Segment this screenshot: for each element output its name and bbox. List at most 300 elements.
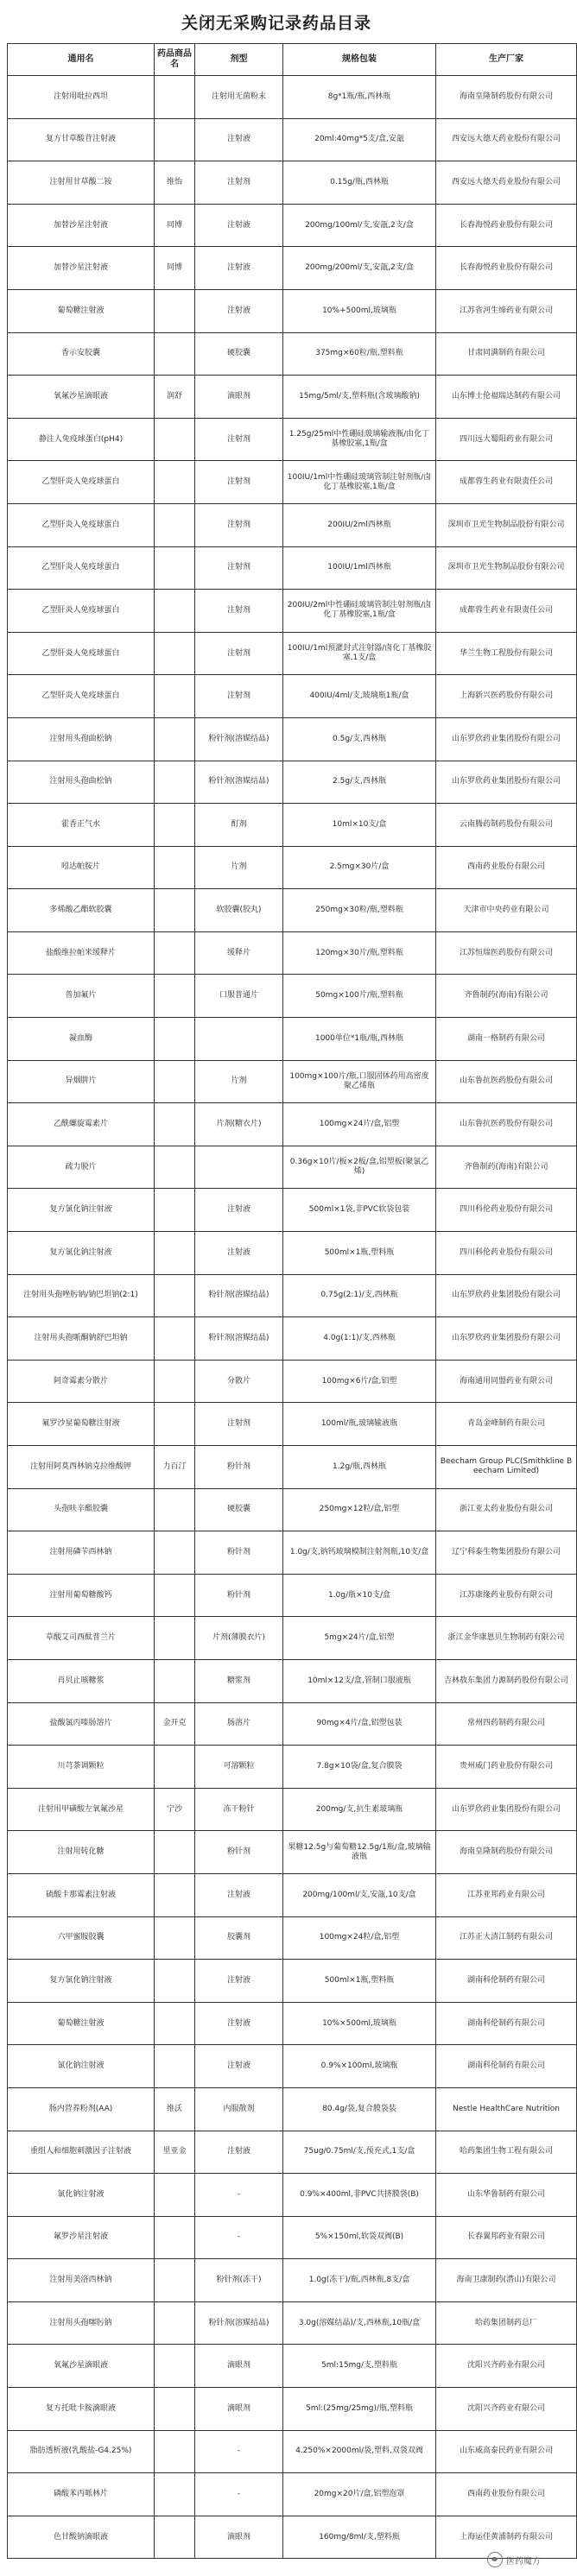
specification-cell: 120mg×30片/瓶,塑料瓶: [283, 931, 436, 975]
generic-name-cell: 乙型肝炎人免疫球蛋白: [8, 461, 155, 504]
table-row: [8, 503, 577, 546]
manufacturer-cell: 天津市中央药业有限公司: [436, 889, 577, 932]
table-row: [8, 1103, 577, 1146]
trade-name-cell: [155, 2002, 195, 2045]
generic-name-cell: 乙型肝炎人免疫球蛋白: [8, 590, 155, 633]
table-row: [8, 675, 577, 718]
specification-cell: 5mg×24片/盒,铝塑: [283, 1617, 436, 1660]
table-row: [8, 76, 577, 119]
manufacturer-cell: 成都蓉生药业有限责任公司: [436, 590, 577, 633]
dosage-form-cell: 软胶囊(胶丸): [195, 889, 283, 932]
trade-name-cell: [155, 804, 195, 847]
manufacturer-cell: 海南皇隆制药股份有限公司: [436, 1831, 577, 1874]
table-row: [8, 2131, 577, 2174]
manufacturer-cell: 山东罗欣药业集团股份有限公司: [436, 1274, 577, 1317]
header-specification: 规格包装: [283, 44, 436, 76]
generic-name-cell: 吲达帕胺片: [8, 846, 155, 889]
manufacturer-cell: 贵州威门药业股份有限公司: [436, 1746, 577, 1789]
manufacturer-cell: 山东罗欣药业集团股份有限公司: [436, 717, 577, 761]
specification-cell: 3.0g(溶媒结晶)/支,西林瓶,10瓶/盒: [283, 2301, 436, 2345]
generic-name-cell: 凝血酶: [8, 1018, 155, 1061]
specification-cell: 15mg/5ml/支,塑料瓶(含玻璃酸钠): [283, 376, 436, 419]
dosage-form-cell: 硬胶囊: [195, 1488, 283, 1531]
generic-name-cell: 氟罗沙星葡萄糖注射液: [8, 1403, 155, 1446]
generic-name-cell: 重组人和细胞刺激因子注射液: [8, 2131, 155, 2174]
trade-name-cell: [155, 1018, 195, 1061]
dosage-form-cell: 片剂(糖衣片): [195, 1103, 283, 1146]
generic-name-cell: 注射用头孢哌酮钠舒巴坦钠: [8, 1317, 155, 1361]
generic-name-cell: 注射用头孢曲松钠: [8, 717, 155, 761]
table-row: [8, 1360, 577, 1403]
dosage-form-cell: 注射液: [195, 204, 283, 247]
generic-name-cell: 乙型肝炎人免疫球蛋白: [8, 632, 155, 675]
dosage-form-cell: -: [195, 2174, 283, 2217]
manufacturer-cell: 山东华鲁制药有限公司: [436, 2174, 577, 2217]
manufacturer-cell: 上海运佳黄浦制药有限公司: [436, 2516, 577, 2559]
table-row: [8, 1960, 577, 2003]
dosage-form-cell: 注射液: [195, 2045, 283, 2088]
table-row: [8, 590, 577, 633]
specification-cell: 1.0g/支,钠钙玻璃模制注射剂瓶,10支/盒: [283, 1531, 436, 1575]
manufacturer-cell: 湖南科伦制药有限公司: [436, 2045, 577, 2088]
specification-cell: 200mg/支,抗生素玻璃瓶: [283, 1788, 436, 1831]
specification-cell: 1.25g/25ml中性硼硅玻璃输液瓶/由化丁基橡胶塞,1瓶/盒: [283, 418, 436, 461]
manufacturer-cell: 甘肃同满制药有限公司: [436, 332, 577, 376]
specification-cell: 5%×150ml,软袋双阀(B): [283, 2216, 436, 2259]
manufacturer-cell: 西安远大德天药业股份有限公司: [436, 161, 577, 205]
specification-cell: 0.9%×100ml,玻璃瓶: [283, 2045, 436, 2088]
table-row: [8, 889, 577, 932]
table-row: [8, 161, 577, 205]
trade-name-cell: [155, 1317, 195, 1361]
specification-cell: 250mg×12粒/盒,铝塑: [283, 1488, 436, 1531]
specification-cell: 200IU/2ml西林瓶: [283, 503, 436, 546]
specification-cell: 1.0g/瓶×10支/盒: [283, 1574, 436, 1617]
manufacturer-cell: 哈药集团生物工程有限公司: [436, 2131, 577, 2174]
manufacturer-cell: 常州四药制药有限公司: [436, 1702, 577, 1746]
generic-name-cell: 头孢呋辛酯胶囊: [8, 1488, 155, 1531]
trade-name-cell: [155, 1574, 195, 1617]
dosage-form-cell: 注射剂: [195, 418, 283, 461]
dosage-form-cell: 片剂(薄膜衣片): [195, 1617, 283, 1660]
manufacturer-cell: 江苏恒瑞医药股份有限公司: [436, 931, 577, 975]
dosage-form-cell: 胶囊剂: [195, 1916, 283, 1960]
specification-cell: 200mg/100ml/支,安瓿,2支/盒: [283, 204, 436, 247]
trade-name-cell: 维怡: [155, 161, 195, 205]
generic-name-cell: 氟罗沙星注射液: [8, 2216, 155, 2259]
dosage-form-cell: 缓释片: [195, 931, 283, 975]
specification-cell: 1000单位*1瓶/瓶,西林瓶: [283, 1018, 436, 1061]
trade-name-cell: 同博: [155, 204, 195, 247]
dosage-form-cell: 粉针剂: [195, 1531, 283, 1575]
dosage-form-cell: 注射剂: [195, 590, 283, 633]
generic-name-cell: 色甘酸钠滴眼液: [8, 2516, 155, 2559]
table-row: [8, 846, 577, 889]
table-row: [8, 289, 577, 332]
trade-name-cell: [155, 1232, 195, 1275]
specification-cell: 10ml×10支/盒: [283, 804, 436, 847]
specification-cell: 100mg×6片/盒,铝塑: [283, 1360, 436, 1403]
manufacturer-cell: 江苏康缘药业股份有限公司: [436, 1574, 577, 1617]
table-row: [8, 2087, 577, 2131]
generic-name-cell: 氯化钠注射液: [8, 2174, 155, 2217]
table-row: [8, 247, 577, 290]
trade-name-cell: [155, 1189, 195, 1232]
generic-name-cell: 氧氟沙星滴眼液: [8, 376, 155, 419]
table-row: [8, 204, 577, 247]
generic-name-cell: 疏力脱片: [8, 1146, 155, 1189]
generic-name-cell: 复方托吡卡胺滴眼液: [8, 2388, 155, 2431]
dosage-form-cell: 注射液: [195, 1960, 283, 2003]
generic-name-cell: 静注人免疫球蛋白(pH4): [8, 418, 155, 461]
table-row: [8, 1189, 577, 1232]
manufacturer-cell: 山东博士伦福瑞达制药有限公司: [436, 376, 577, 419]
manufacturer-cell: 云南腾药制药股份有限公司: [436, 804, 577, 847]
specification-cell: 500ml×1瓶,塑料瓶: [283, 1232, 436, 1275]
manufacturer-cell: 江苏正大清江制药有限公司: [436, 1916, 577, 1960]
generic-name-cell: 乙型肝炎人免疫球蛋白: [8, 503, 155, 546]
specification-cell: 200mg/100ml/支,安瓿,10支/盒: [283, 1873, 436, 1916]
header-trade-name: 药品商品名: [155, 44, 195, 76]
trade-name-cell: [155, 1360, 195, 1403]
specification-cell: 10%+500ml,玻璃瓶: [283, 289, 436, 332]
trade-name-cell: [155, 1746, 195, 1789]
trade-name-cell: [155, 332, 195, 376]
table-row: [8, 717, 577, 761]
trade-name-cell: [155, 1103, 195, 1146]
specification-cell: 10ml×12支/盒,管制口服液瓶: [283, 1659, 436, 1702]
dosage-form-cell: 内服散剂: [195, 2087, 283, 2131]
dosage-form-cell: 可溶颗粒: [195, 1746, 283, 1789]
generic-name-cell: 霍香正气水: [8, 804, 155, 847]
dosage-form-cell: 注射液: [195, 2002, 283, 2045]
manufacturer-cell: 华兰生物工程股份有限公司: [436, 632, 577, 675]
generic-name-cell: 葡萄糖注射液: [8, 289, 155, 332]
manufacturer-cell: 山东罗欣药业集团股份有限公司: [436, 1317, 577, 1361]
generic-name-cell: 复方氯化钠注射液: [8, 1232, 155, 1275]
trade-name-cell: [155, 289, 195, 332]
table-row: [8, 1317, 577, 1361]
manufacturer-cell: 山东鲁抗医药股份有限公司: [436, 1103, 577, 1146]
trade-name-cell: 维沃: [155, 2087, 195, 2131]
specification-cell: 0.36g×10片/板×2板/盒,铝塑板(聚氯乙烯): [283, 1146, 436, 1189]
manufacturer-cell: Nestle HealthCare Nutrition: [436, 2087, 577, 2131]
manufacturer-cell: 山东鲁抗医药股份有限公司: [436, 1060, 577, 1103]
dosage-form-cell: 注射液: [195, 1189, 283, 1232]
dosage-form-cell: 注射用无菌粉末: [195, 76, 283, 119]
trade-name-cell: [155, 2516, 195, 2559]
generic-name-cell: 注射用美洛西林钠: [8, 2259, 155, 2302]
specification-cell: 0.9%×400ml,非PVC共挤膜袋(B): [283, 2174, 436, 2217]
dosage-form-cell: 分散片: [195, 1360, 283, 1403]
trade-name-cell: [155, 503, 195, 546]
generic-name-cell: 注射用葡萄糖酸钙: [8, 1574, 155, 1617]
manufacturer-cell: 青岛金峰制药有限公司: [436, 1403, 577, 1446]
specification-cell: 8g*1瓶/瓶,西林瓶: [283, 76, 436, 119]
dosage-form-cell: -: [195, 2216, 283, 2259]
specification-cell: 500ml×1袋,非PVC软袋包装: [283, 1189, 436, 1232]
specification-cell: 500ml×1瓶,塑料瓶: [283, 1960, 436, 2003]
dosage-form-cell: 粉针剂: [195, 1446, 283, 1489]
generic-name-cell: 注射用吡拉西坦: [8, 76, 155, 119]
trade-name-cell: [155, 546, 195, 590]
trade-name-cell: [155, 1274, 195, 1317]
trade-name-cell: [155, 2430, 195, 2473]
specification-cell: 100mg×24片/盒,铝塑: [283, 1103, 436, 1146]
generic-name-cell: 阿奇霉素分散片: [8, 1360, 155, 1403]
specification-cell: 90mg×4片/盒,铝塑包装: [283, 1702, 436, 1746]
trade-name-cell: [155, 975, 195, 1018]
trade-name-cell: [155, 1659, 195, 1702]
table-row: [8, 376, 577, 419]
trade-name-cell: 宁沙: [155, 1788, 195, 1831]
generic-name-cell: 肠内营养粉剂(AA): [8, 2087, 155, 2131]
specification-cell: 100mg×100片/瓶,口服固体药用高密度聚乙烯瓶: [283, 1060, 436, 1103]
trade-name-cell: [155, 2045, 195, 2088]
specification-cell: 0.15g/瓶,西林瓶: [283, 161, 436, 205]
specification-cell: 果糖12.5g与葡萄糖12.5g/1瓶/盒,玻璃输液瓶: [283, 1831, 436, 1874]
generic-name-cell: 普加氟片: [8, 975, 155, 1018]
dosage-form-cell: 注射剂: [195, 503, 283, 546]
dosage-form-cell: 注射液: [195, 1873, 283, 1916]
table-row: [8, 118, 577, 161]
table-row: [8, 2259, 577, 2302]
table-row: [8, 1446, 577, 1489]
dosage-form-cell: 注射剂: [195, 461, 283, 504]
specification-cell: 20ml:40mg*5支/盒,安瓿: [283, 118, 436, 161]
manufacturer-cell: 西南药业股份有限公司: [436, 846, 577, 889]
manufacturer-cell: 哈药集团制药总厂: [436, 2301, 577, 2345]
manufacturer-cell: 江苏省河生缔药业有限公司: [436, 289, 577, 332]
table-row: [8, 2045, 577, 2088]
specification-cell: 0.75g(2:1)/支,西林瓶: [283, 1274, 436, 1317]
header-generic-name: 通用名: [8, 44, 155, 76]
trade-name-cell: [155, 1403, 195, 1446]
generic-name-cell: 加替沙星注射液: [8, 247, 155, 290]
specification-cell: 20mg×20片/盒,铝塑泡罩: [283, 2473, 436, 2516]
manufacturer-cell: 沈阳兴齐药业有限公司: [436, 2345, 577, 2388]
trade-name-cell: 润舒: [155, 376, 195, 419]
table-row: [8, 2301, 577, 2345]
trade-name-cell: [155, 675, 195, 718]
table-row: [8, 804, 577, 847]
dosage-form-cell: 滴眼剂: [195, 2516, 283, 2559]
dosage-form-cell: 口服普通片: [195, 975, 283, 1018]
table-header-row: [8, 44, 577, 76]
table-row: [8, 1531, 577, 1575]
trade-name-cell: [155, 761, 195, 804]
manufacturer-cell: 湖南科伦制药有限公司: [436, 2002, 577, 2045]
generic-name-cell: 注射用磷苄西林钠: [8, 1531, 155, 1575]
generic-name-cell: 脂肪透析液(乳酸盐-G4.25%): [8, 2430, 155, 2473]
manufacturer-cell: 齐鲁制药(海南)有限公司: [436, 975, 577, 1018]
generic-name-cell: 复方氯化钠注射液: [8, 1960, 155, 2003]
generic-name-cell: 注射用阿莫西林钠克拉维酸钾: [8, 1446, 155, 1489]
specification-cell: 100mg×24粒/盒,铝塑: [283, 1916, 436, 1960]
specification-cell: 160mg/8ml/支,塑料瓶: [283, 2516, 436, 2559]
dosage-form-cell: 粉针剂(冻干): [195, 2259, 283, 2302]
generic-name-cell: 川芎茶调颗粒: [8, 1746, 155, 1789]
page-title: 关闭无采购记录药品目录: [181, 13, 371, 33]
table-row: [8, 1060, 577, 1103]
manufacturer-cell: 四川远大蜀阳药业有限公司: [436, 418, 577, 461]
trade-name-cell: 金开克: [155, 1702, 195, 1746]
dosage-form-cell: 注射液: [195, 289, 283, 332]
chat-bubble-icon: [487, 2552, 503, 2567]
dosage-form-cell: 粉针剂: [195, 1574, 283, 1617]
specification-cell: 80.4g/袋,复合膜袋装: [283, 2087, 436, 2131]
table-row: [8, 1018, 577, 1061]
specification-cell: 400IU/4ml/支,玻璃瓶1瓶/盒: [283, 675, 436, 718]
trade-name-cell: [155, 1146, 195, 1189]
generic-name-cell: 注射用头孢噻肟钠: [8, 2301, 155, 2345]
generic-name-cell: 葡萄糖注射液: [8, 2002, 155, 2045]
table-row: [8, 1274, 577, 1317]
dosage-form-cell: 注射液: [195, 2131, 283, 2174]
header-manufacturer: 生产厂家: [436, 44, 577, 76]
specification-cell: 10%×500ml,玻璃瓶: [283, 2002, 436, 2045]
dosage-form-cell: 注射液: [195, 118, 283, 161]
generic-name-cell: 草酸艾司西酞普兰片: [8, 1617, 155, 1660]
trade-name-cell: [155, 2216, 195, 2259]
trade-name-cell: [155, 118, 195, 161]
specification-cell: 75ug/0.75ml/支,预充式,1支/盒: [283, 2131, 436, 2174]
generic-name-cell: 多烯酸乙酯软胶囊: [8, 889, 155, 932]
table-row: [8, 761, 577, 804]
dosage-form-cell: 注射剂: [195, 546, 283, 590]
table-row: [8, 1831, 577, 1874]
trade-name-cell: [155, 717, 195, 761]
manufacturer-cell: 海南卫康制药(潜山)有限公司: [436, 2259, 577, 2302]
trade-name-cell: [155, 1873, 195, 1916]
table-row: [8, 2345, 577, 2388]
table-row: [8, 1873, 577, 1916]
table-row: [8, 461, 577, 504]
table-row: [8, 1574, 577, 1617]
dosage-form-cell: 粉针剂(溶媒结晶): [195, 1274, 283, 1317]
dosage-form-cell: 粉针剂(溶媒结晶): [195, 2301, 283, 2345]
generic-name-cell: 注射用甲磺酸左氧氟沙星: [8, 1788, 155, 1831]
manufacturer-cell: 上海新兴医药股份有限公司: [436, 675, 577, 718]
trade-name-cell: [155, 1831, 195, 1874]
specification-cell: 250mg×30粒/瓶,塑料瓶: [283, 889, 436, 932]
manufacturer-cell: 海南通用同盟药业有限公司: [436, 1360, 577, 1403]
generic-name-cell: 盐酸氯丙嗪肠溶片: [8, 1702, 155, 1746]
table-row: [8, 931, 577, 975]
trade-name-cell: [155, 76, 195, 119]
generic-name-cell: 氧氟沙星滴眼液: [8, 2345, 155, 2388]
specification-cell: 100IU/1ml中性硼硅玻璃管制注射剂瓶/卤化丁基橡胶塞,1瓶/盒: [283, 461, 436, 504]
trade-name-cell: [155, 1060, 195, 1103]
manufacturer-cell: 山东罗欣药业集团股份有限公司: [436, 1788, 577, 1831]
trade-name-cell: [155, 1531, 195, 1575]
dosage-form-cell: 片剂: [195, 846, 283, 889]
specification-cell: 2.5mg×30片/盒: [283, 846, 436, 889]
manufacturer-cell: 江苏亚邦药业有限公司: [436, 1873, 577, 1916]
dosage-form-cell: 硬胶囊: [195, 332, 283, 376]
manufacturer-cell: 长春海悦药业股份有限公司: [436, 204, 577, 247]
table-row: [8, 1702, 577, 1746]
generic-name-cell: 乙型肝炎人免疫球蛋白: [8, 675, 155, 718]
manufacturer-cell: 西南药业股份有限公司: [436, 2473, 577, 2516]
table-row: [8, 632, 577, 675]
table-row: [8, 2174, 577, 2217]
manufacturer-cell: 四川科伦药业股份有限公司: [436, 1232, 577, 1275]
manufacturer-cell: 长春海悦药业股份有限公司: [436, 247, 577, 290]
table-row: [8, 1788, 577, 1831]
dosage-form-cell: 注射液: [195, 1232, 283, 1275]
dosage-form-cell: 粉针剂(溶媒结晶): [195, 1317, 283, 1361]
trade-name-cell: [155, 2345, 195, 2388]
specification-cell: 4.0g(1:1)/支,西林瓶: [283, 1317, 436, 1361]
specification-cell: 100IU/1ml西林瓶: [283, 546, 436, 590]
specification-cell: 100ml/瓶,玻璃输液瓶: [283, 1403, 436, 1446]
generic-name-cell: 注射用头孢唑肟钠/钠巴坦钠(2:1): [8, 1274, 155, 1317]
specification-cell: 1.0g(冻干)/瓶,西林瓶,8支/盒: [283, 2259, 436, 2302]
trade-name-cell: 力百汀: [155, 1446, 195, 1489]
dosage-form-cell: 粉针剂(溶媒结晶): [195, 761, 283, 804]
table-row: [8, 1659, 577, 1702]
table-row: [8, 1146, 577, 1189]
trade-name-cell: [155, 1617, 195, 1660]
table-row: [8, 2002, 577, 2045]
dosage-form-cell: 注射剂: [195, 632, 283, 675]
trade-name-cell: [155, 632, 195, 675]
specification-cell: 5ml:(25mg/25mg)/瓶,塑料瓶: [283, 2388, 436, 2431]
generic-name-cell: 注射用头孢曲松钠: [8, 761, 155, 804]
specification-cell: 5ml:15mg/支,塑料瓶: [283, 2345, 436, 2388]
trade-name-cell: [155, 2388, 195, 2431]
watermark-text: 医药魔方: [506, 2556, 541, 2567]
specification-cell: 0.5g/支,西林瓶: [283, 717, 436, 761]
generic-name-cell: 硫酸卡那霉素注射液: [8, 1873, 155, 1916]
trade-name-cell: [155, 418, 195, 461]
manufacturer-cell: 浙江金华康恩贝生物制药有限公司: [436, 1617, 577, 1660]
dosage-form-cell: 滴眼剂: [195, 2345, 283, 2388]
generic-name-cell: 乙型肝炎人免疫球蛋白: [8, 546, 155, 590]
specification-cell: 4.250%×2000ml/袋,塑料,双袋双阀: [283, 2430, 436, 2473]
specification-cell: 375mg×60粒/瓶,塑料瓶: [283, 332, 436, 376]
manufacturer-cell: 吉林敖东集团力源制药股份有限公司: [436, 1659, 577, 1702]
generic-name-cell: 注射用甘草酸二铵: [8, 161, 155, 205]
dosage-form-cell: 滴眼剂: [195, 2388, 283, 2431]
trade-name-cell: [155, 1960, 195, 2003]
header-dosage-form: 剂型: [195, 44, 283, 76]
generic-name-cell: 香示安胶囊: [8, 332, 155, 376]
specification-cell: 2.5g/支,西林瓶: [283, 761, 436, 804]
drug-table: [7, 43, 577, 2559]
table-row: [8, 2388, 577, 2431]
table-row: [8, 1403, 577, 1446]
manufacturer-cell: 湖南科伦制药有限公司: [436, 1960, 577, 2003]
generic-name-cell: 磷酸苯丙哌林片: [8, 2473, 155, 2516]
trade-name-cell: [155, 846, 195, 889]
generic-name-cell: 复方甘草酸苷注射液: [8, 118, 155, 161]
specification-cell: 200mg/200ml/支,安瓿,2支/盒: [283, 247, 436, 290]
table-row: [8, 418, 577, 461]
manufacturer-cell: 四川科伦药业股份有限公司: [436, 1189, 577, 1232]
table-row: [8, 975, 577, 1018]
generic-name-cell: 盐酸维拉帕米缓释片: [8, 931, 155, 975]
dosage-form-cell: 片剂: [195, 1060, 283, 1103]
specification-cell: 50mg×100片/瓶,塑料瓶: [283, 975, 436, 1018]
generic-name-cell: 异烟肼片: [8, 1060, 155, 1103]
dosage-form-cell: 糖浆剂: [195, 1659, 283, 1702]
table-row: [8, 2216, 577, 2259]
manufacturer-cell: 长春翼邦药业有限公司: [436, 2216, 577, 2259]
manufacturer-cell: 海南皇隆制药股份有限公司: [436, 76, 577, 119]
dosage-form-cell: 肠溶片: [195, 1702, 283, 1746]
